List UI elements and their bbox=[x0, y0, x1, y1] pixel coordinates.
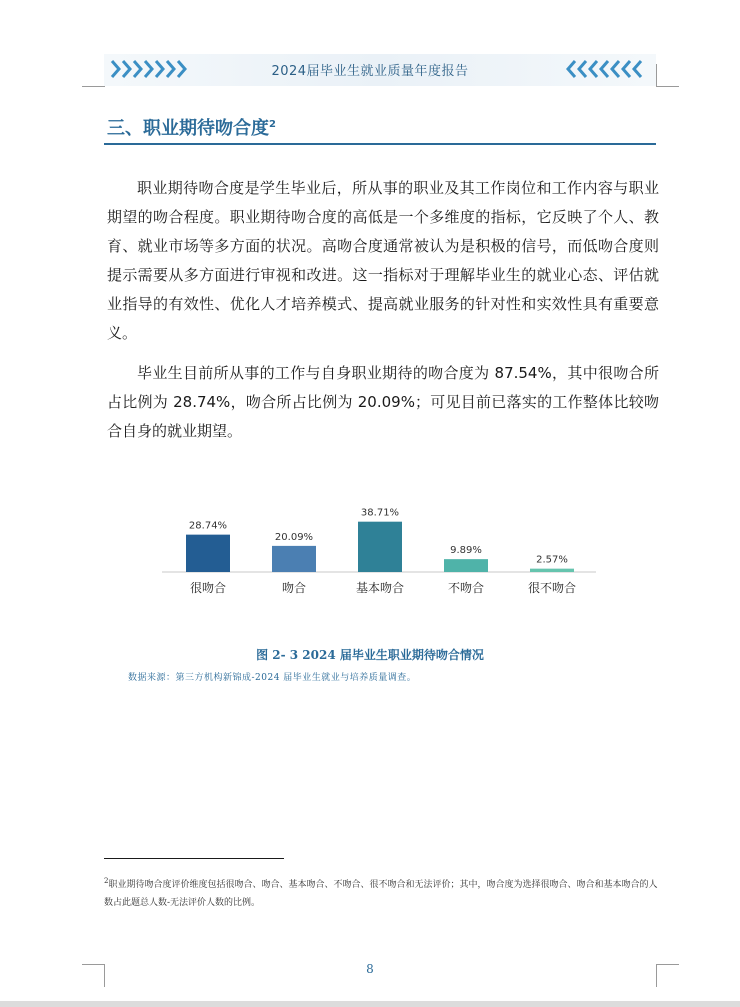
bar-value-label: 28.74% bbox=[188, 520, 228, 532]
page-number: 8 bbox=[366, 962, 374, 976]
category-tick-label: 不吻合 bbox=[447, 581, 485, 595]
report-header-title: 2024届毕业生就业质量年度报告 bbox=[271, 64, 469, 79]
bar-5 bbox=[530, 569, 574, 572]
footnote-ref[interactable]: 2 bbox=[269, 119, 276, 130]
section-title bbox=[107, 114, 276, 140]
bar-value-label: 20.09% bbox=[274, 531, 314, 543]
figure-caption: 图 2- 3 2024 届毕业生职业期待吻合情况 bbox=[256, 648, 484, 662]
bar-4 bbox=[444, 559, 488, 572]
data-source-note: 数据来源：第三方机构新锦成-2024 届毕业生就业与培养质量调查。 bbox=[128, 673, 417, 683]
category-tick-label: 吻合 bbox=[281, 581, 307, 595]
category-tick-label: 很不吻合 bbox=[527, 581, 577, 595]
footnote-marker: 2 bbox=[104, 877, 109, 885]
category-tick-label: 很吻合 bbox=[189, 581, 227, 595]
category-tick-label: 基本吻合 bbox=[355, 581, 405, 595]
body-paragraph-1: 职业期待吻合度是学生毕业后，所从事的职业及其工作岗位和工作内容与职业期望的吻合程度。职业期待吻合度的高低是一个多维度的指标，它反映了个人、教育、就业市场等多方面的状况。高吻合度通常被认为是积极的信号，而低吻合度则提示需要从多方面进行审视和改进。这一指标对于理解毕业生的就业心态、评估就业指导的有效性、优化人才培养模式、提高就业服务的针对性和实效性具有重要意义。 bbox=[107, 179, 659, 342]
bar-1 bbox=[186, 535, 230, 572]
bar-chart-svg bbox=[160, 500, 600, 610]
bar-value-label: 9.89% bbox=[450, 545, 482, 557]
bottom-scroll-strip bbox=[0, 1001, 740, 1007]
match-rate-bar-chart bbox=[160, 500, 600, 614]
bar-2 bbox=[272, 546, 316, 572]
footnote-text: 职业期待吻合度评价维度包括很吻合、吻合、基本吻合、不吻合、很不吻合和无法评价；其中，吻合度为选择很吻合、吻合和基本吻合的人数占此题总人数-无法评价人数的比例。 bbox=[104, 880, 658, 908]
footnote-divider bbox=[104, 858, 284, 859]
bar-value-label: 2.57% bbox=[536, 554, 568, 566]
bar-3 bbox=[358, 522, 402, 572]
footnote bbox=[104, 872, 664, 912]
section-divider bbox=[104, 143, 656, 145]
body-paragraph-2: 毕业生目前所从事的工作与自身职业期待的吻合度为 87.54%，其中很吻合所占比例为 28.74%，吻合所占比例为 20.09%；可见目前已落实的工作整体比较吻合自身的就业期望。 bbox=[107, 364, 659, 440]
bar-value-label: 38.71% bbox=[360, 507, 400, 519]
section-title-text: 三、职业期待吻合度 bbox=[107, 118, 269, 139]
